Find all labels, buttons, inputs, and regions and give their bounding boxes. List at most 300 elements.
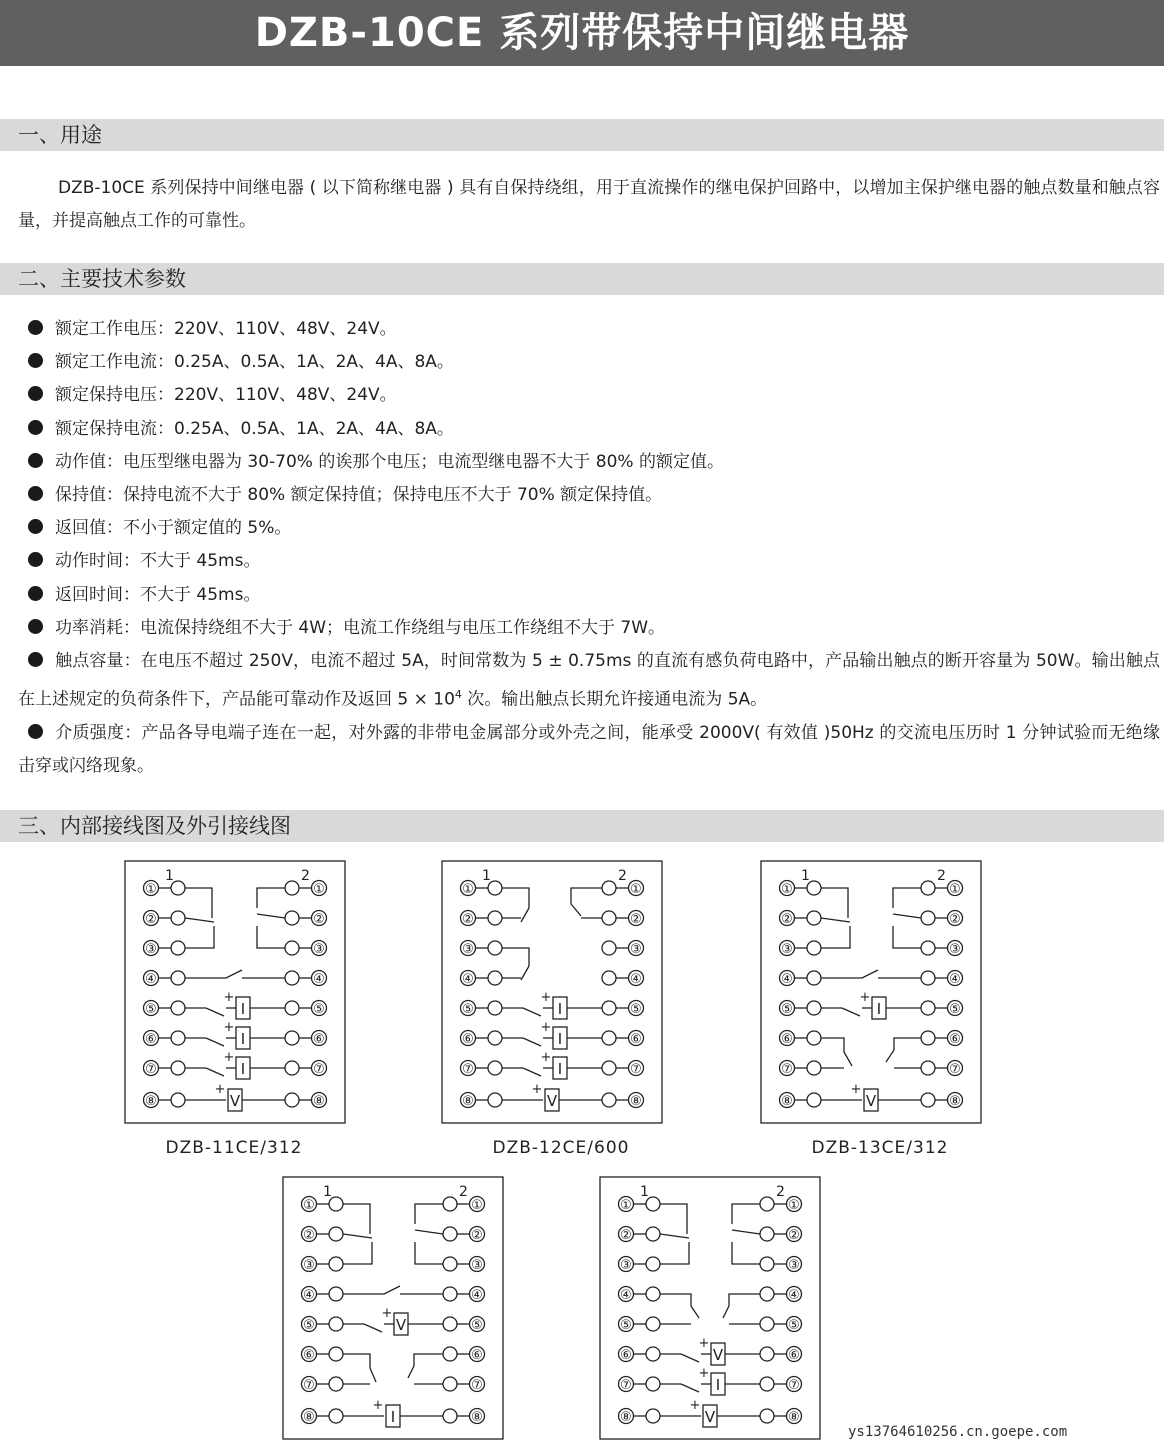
pin-label-left: ③ [462,942,474,957]
pin-label-right: ④ [949,972,961,987]
wire [185,926,214,948]
pin-label-left: ③ [145,942,157,957]
pin-label-left: ③ [620,1258,632,1273]
contact-blade [521,908,529,922]
wire [415,1204,443,1224]
terminal-left [171,1031,185,1045]
pin-label-right: ② [471,1228,483,1243]
param-item: 额定保持电流：0.25A、0.5A、1A、2A、4A、8A。 [18,413,1160,446]
terminal-left [171,1001,185,1015]
param-item: 动作时间：不大于 45ms。 [18,545,1160,578]
pin-label-right: ② [788,1228,800,1243]
coil-plus: + [381,1306,393,1321]
pin-label-left: ⑧ [462,1094,474,1109]
param-item: 保持值：保持电流不大于 80% 额定保持值；保持电压不大于 70% 额定保持值。 [18,479,1160,512]
pin-label-right: ② [313,912,325,927]
wiring-diagram-2 [441,860,663,1124]
pin-label-left: ② [303,1228,315,1243]
contact-blade [691,1306,699,1318]
contact-blade [821,918,850,922]
pin-label-left: ① [462,882,474,897]
contact-group-label: 2 [459,1184,468,1200]
pin-label-right: ③ [630,942,642,957]
coil-plus: + [372,1398,384,1413]
pin-label-left: ② [462,912,474,927]
contact-group-label: 2 [776,1184,785,1200]
pin-label-right: ⑤ [630,1002,642,1017]
pin-label-right: ① [313,882,325,897]
pin-label-right: ⑤ [471,1318,483,1333]
terminal-left [488,941,502,955]
pin-label-right: ③ [949,942,961,957]
terminal-left [646,1409,660,1423]
pin-label-right: ② [630,912,642,927]
pin-label-left: ④ [462,972,474,987]
terminal-right [285,1001,299,1015]
coil-symbol: I [715,1376,721,1394]
terminal-right [285,1031,299,1045]
terminal-left [329,1227,343,1241]
terminal-right [443,1317,457,1331]
coil-plus: + [540,1020,552,1035]
param-item-contact: 触点容量：在电压不超过 250V，电流不超过 5A，时间常数为 5 ± 0.75ms 的直流有感负荷电路中，产品输出触点的断开容量为 50W。输出触点在上述规定的负荷条件下，产品能可靠动作及返回 $5 \times 10^4$ 次。输出触点长期允许接通电流为 5A。 [18,651,1160,710]
bullet-icon [28,453,43,468]
diagram-frame [442,861,662,1123]
coil-plus: + [223,990,235,1005]
terminal-left [646,1257,660,1271]
terminal-right [921,1093,935,1107]
wire [660,1242,689,1264]
terminal-right [443,1197,457,1211]
terminal-right [760,1317,774,1331]
coil-symbol: V [229,1092,241,1110]
terminal-right [921,881,935,895]
terminal-left [171,1093,185,1107]
wire [821,1038,844,1052]
pin-label-left: ③ [303,1258,315,1273]
wire [821,888,848,918]
pin-label-right: ③ [471,1258,483,1273]
contact-group-label: 2 [618,868,627,884]
diagram-caption-1: DZB-11CE/312 [165,1138,303,1158]
contact-blade [206,1038,224,1046]
pin-label-left: ⑦ [145,1062,157,1077]
pin-label-left: ① [781,882,793,897]
pin-label-right: ⑦ [788,1378,800,1393]
pin-label-left: ① [145,882,157,897]
terminal-right [285,971,299,985]
coil-symbol: I [240,1000,246,1018]
terminal-right [602,1093,616,1107]
contact-blade [523,1068,541,1076]
pin-label-right: ⑤ [313,1002,325,1017]
wire [893,888,921,908]
contact-blade [732,1230,760,1234]
terminal-right [760,1197,774,1211]
diagram-frame [283,1177,503,1439]
diagram-frame [125,861,345,1123]
wire [894,1038,921,1050]
terminal-right [760,1287,774,1301]
param-item: 额定工作电压：220V、110V、48V、24V。 [18,313,1160,346]
coil-plus: + [540,990,552,1005]
contact-blade [842,1008,860,1016]
terminal-left [171,881,185,895]
wire [893,926,921,948]
pin-label-right: ⑦ [313,1062,325,1077]
coil-symbol: I [390,1408,396,1426]
pin-label-left: ⑤ [620,1318,632,1333]
contact-blade [844,1052,852,1066]
contact-group-label: 2 [301,868,310,884]
pin-label-left: ⑥ [145,1032,157,1047]
terminal-left [329,1317,343,1331]
contact-blade [886,1050,894,1062]
pin-label-right: ④ [630,972,642,987]
wire [257,926,285,948]
contact-blade [343,1286,400,1294]
coil-plus: + [859,990,871,1005]
terminal-left [807,1093,821,1107]
terminal-right [602,971,616,985]
terminal-left [646,1197,660,1211]
coil-symbol: I [240,1060,246,1078]
terminal-left [171,1061,185,1075]
terminal-right [443,1409,457,1423]
param-item: 动作值：电压型继电器为 30-70% 的诶那个电压；电流型继电器不大于 80% 的额定值。 [18,446,1160,479]
terminal-right [921,1001,935,1015]
terminal-left [646,1347,660,1361]
terminal-left [646,1227,660,1241]
pin-label-right: ① [949,882,961,897]
bullet-icon [28,353,43,368]
wire [821,926,850,948]
terminal-left [807,881,821,895]
terminal-right [602,911,616,925]
diagram-frame [761,861,981,1123]
terminal-right [443,1347,457,1361]
contact-blade [415,1230,443,1234]
coil-symbol: V [395,1316,407,1334]
pin-label-left: ⑥ [620,1348,632,1363]
wire [343,1354,370,1368]
contact-blade [523,1038,541,1046]
pin-label-right: ④ [788,1288,800,1303]
terminal-right [602,881,616,895]
pin-label-left: ⑤ [145,1002,157,1017]
terminal-left [488,1061,502,1075]
terminal-left [646,1377,660,1391]
wiring-diagram-3 [760,860,982,1124]
usage-text: DZB-10CE 系列保持中间继电器 ( 以下简称继电器 ) 具有自保持绕组，用于直流操作的继电保护回路中，以增加主保护继电器的触点数量和触点容量，并提高触点工作的可靠性。 [18,178,1160,231]
wire [502,888,529,908]
wire [414,1354,443,1366]
terminal-left [329,1287,343,1301]
terminal-left [807,911,821,925]
terminal-right [921,1031,935,1045]
contact-blade [681,1384,699,1392]
coil-plus: + [689,1398,701,1413]
contact-blade [681,1354,699,1362]
pin-label-left: ⑧ [145,1094,157,1109]
wire [185,888,212,918]
terminal-right [760,1347,774,1361]
terminal-right [285,941,299,955]
pin-label-right: ⑧ [788,1410,800,1425]
terminal-left [807,941,821,955]
wire [729,1294,760,1306]
pin-label-left: ④ [145,972,157,987]
terminal-right [760,1377,774,1391]
pin-label-left: ⑧ [303,1410,315,1425]
pin-label-right: ③ [788,1258,800,1273]
coil-symbol: V [865,1092,877,1110]
pin-label-right: ⑤ [949,1002,961,1017]
terminal-left [488,911,502,925]
pin-label-left: ⑧ [620,1410,632,1425]
terminal-left [171,941,185,955]
wire [502,948,529,966]
bullet-icon [28,586,43,601]
coil-symbol: I [240,1030,246,1048]
wire [343,1242,372,1264]
terminal-right [443,1257,457,1271]
terminal-right [602,1001,616,1015]
pin-label-left: ④ [303,1288,315,1303]
terminal-left [488,1093,502,1107]
pin-label-left: ② [145,912,157,927]
section-heading-params: 二、主要技术参数 [0,263,1164,295]
contact-group-label: 1 [640,1184,649,1200]
terminal-right [602,1061,616,1075]
contact-blade [723,1306,729,1318]
pin-label-left: ① [620,1198,632,1213]
terminal-left [329,1257,343,1271]
bullet-icon [28,420,43,435]
contact-blade [185,970,242,978]
terminal-right [921,971,935,985]
pin-label-left: ⑤ [781,1002,793,1017]
contact-blade [521,966,529,980]
wiring-diagram-4 [282,1176,504,1440]
pin-label-right: ⑧ [471,1410,483,1425]
terminal-left [807,1031,821,1045]
pin-label-left: ④ [781,972,793,987]
bullet-icon [28,552,43,567]
pin-label-right: ⑥ [313,1032,325,1047]
terminal-right [602,1031,616,1045]
wire [257,888,285,908]
terminal-left [807,971,821,985]
terminal-right [921,941,935,955]
pin-label-right: ⑥ [788,1348,800,1363]
wire [732,1204,760,1224]
terminal-left [488,971,502,985]
usage-paragraph [18,172,1160,238]
pin-label-right: ② [949,912,961,927]
params-list [18,313,1160,784]
wire [415,1242,443,1264]
section-heading-wiring: 三、内部接线图及外引接线图 [0,810,1164,842]
coil-symbol: V [712,1346,724,1364]
wiring-diagram-1 [124,860,346,1124]
terminal-right [443,1287,457,1301]
terminal-right [443,1227,457,1241]
param-item-dielectric: 介质强度：产品各导电端子连在一起，对外露的非带电金属部分或外壳之间，能承受 2000V( 有效值 )50Hz 的交流电压历时 1 分钟试验而无绝缘击穿或闪络现象。 [18,723,1160,777]
pin-label-right: ① [630,882,642,897]
param-item: 额定工作电流：0.25A、0.5A、1A、2A、4A、8A。 [18,346,1160,379]
pin-label-left: ④ [620,1288,632,1303]
wire [660,1294,691,1306]
pin-label-right: ④ [471,1288,483,1303]
contact-blade [523,1008,541,1016]
contact-blade [571,904,581,916]
coil-plus: + [698,1336,710,1351]
terminal-left [488,881,502,895]
terminal-left [329,1377,343,1391]
contact-blade [343,1234,372,1238]
wiring-diagram-5 [599,1176,821,1440]
pin-label-left: ⑦ [462,1062,474,1077]
param-item: 额定保持电压：220V、110V、48V、24V。 [18,379,1160,412]
terminal-left [488,1031,502,1045]
coil-plus: + [214,1082,226,1097]
pin-label-right: ⑦ [471,1378,483,1393]
terminal-right [921,911,935,925]
coil-plus: + [850,1082,862,1097]
bullet-icon [28,652,43,667]
contact-blade [893,914,921,918]
terminal-left [646,1317,660,1331]
pin-label-right: ⑤ [788,1318,800,1333]
terminal-right [760,1227,774,1241]
bullet-icon [28,519,43,534]
pin-label-right: ① [471,1198,483,1213]
wire [571,888,602,904]
contact-blade [660,1234,689,1238]
terminal-left [329,1409,343,1423]
terminal-left [807,1001,821,1015]
terminal-left [329,1197,343,1211]
wire [732,1242,760,1264]
coil-plus: + [531,1082,543,1097]
coil-symbol: I [557,1060,563,1078]
coil-symbol: V [704,1408,716,1426]
pin-label-left: ⑦ [620,1378,632,1393]
terminal-right [602,941,616,955]
coil-symbol: I [557,1030,563,1048]
coil-symbol: V [546,1092,558,1110]
pin-label-right: ⑧ [630,1094,642,1109]
terminal-right [285,881,299,895]
contact-group-label: 1 [801,868,810,884]
pin-label-left: ② [620,1228,632,1243]
contact-blade [206,1008,224,1016]
terminal-left [807,1061,821,1075]
contact-group-label: 1 [323,1184,332,1200]
contact-blade [257,914,285,918]
pin-label-left: ⑥ [462,1032,474,1047]
pin-label-left: ⑧ [781,1094,793,1109]
param-item: 功率消耗：电流保持绕组不大于 4W；电流工作绕组与电压工作绕组不大于 7W。 [18,612,1160,645]
terminal-right [285,911,299,925]
coil-symbol: I [557,1000,563,1018]
coil-plus: + [698,1366,710,1381]
pin-label-right: ④ [313,972,325,987]
terminal-right [921,1061,935,1075]
pin-label-left: ③ [781,942,793,957]
bullet-icon [28,320,43,335]
pin-label-right: ⑦ [949,1062,961,1077]
pin-label-right: ① [788,1198,800,1213]
pin-label-left: ① [303,1198,315,1213]
terminal-left [171,971,185,985]
terminal-right [760,1409,774,1423]
contact-group-label: 1 [165,868,174,884]
param-item: 返回值：不小于额定值的 5%。 [18,512,1160,545]
bullet-icon [28,724,43,739]
coil-symbol: I [876,1000,882,1018]
terminal-right [285,1093,299,1107]
wire [343,1204,370,1234]
watermark: ys13764610256.cn.goepe.com [848,1424,1068,1440]
pin-label-right: ⑥ [630,1032,642,1047]
pin-label-left: ② [781,912,793,927]
wire [660,1204,687,1234]
diagram-frame [600,1177,820,1439]
contact-blade [408,1366,414,1378]
bullet-icon [28,486,43,501]
pin-label-left: ⑦ [781,1062,793,1077]
contact-blade [364,1324,382,1332]
contact-group-label: 1 [482,868,491,884]
pin-label-right: ⑧ [313,1094,325,1109]
section-heading-usage: 一、用途 [0,119,1164,151]
terminal-right [760,1257,774,1271]
pin-label-right: ⑧ [949,1094,961,1109]
contact-group-label: 2 [937,868,946,884]
coil-plus: + [540,1050,552,1065]
param-item: 返回时间：不大于 45ms。 [18,579,1160,612]
pin-label-left: ⑥ [781,1032,793,1047]
terminal-left [488,1001,502,1015]
terminal-right [443,1377,457,1391]
page-title: DZB-10CE 系列带保持中间继电器 [0,0,1164,66]
bullet-icon [28,386,43,401]
diagram-caption-2: DZB-12CE/600 [492,1138,630,1158]
pin-label-right: ⑦ [630,1062,642,1077]
pin-label-left: ⑦ [303,1378,315,1393]
pin-label-right: ③ [313,942,325,957]
diagram-caption-3: DZB-13CE/312 [811,1138,949,1158]
contact-blade [821,970,878,978]
contact-blade [185,918,214,922]
pin-label-left: ⑤ [462,1002,474,1017]
coil-plus: + [223,1020,235,1035]
terminal-left [329,1347,343,1361]
bullet-icon [28,619,43,634]
contact-blade [206,1068,224,1076]
terminal-left [646,1287,660,1301]
coil-plus: + [223,1050,235,1065]
contact-blade [370,1368,376,1382]
pin-label-right: ⑥ [949,1032,961,1047]
terminal-left [171,911,185,925]
pin-label-left: ⑤ [303,1318,315,1333]
pin-label-left: ⑥ [303,1348,315,1363]
terminal-right [285,1061,299,1075]
pin-label-right: ⑥ [471,1348,483,1363]
